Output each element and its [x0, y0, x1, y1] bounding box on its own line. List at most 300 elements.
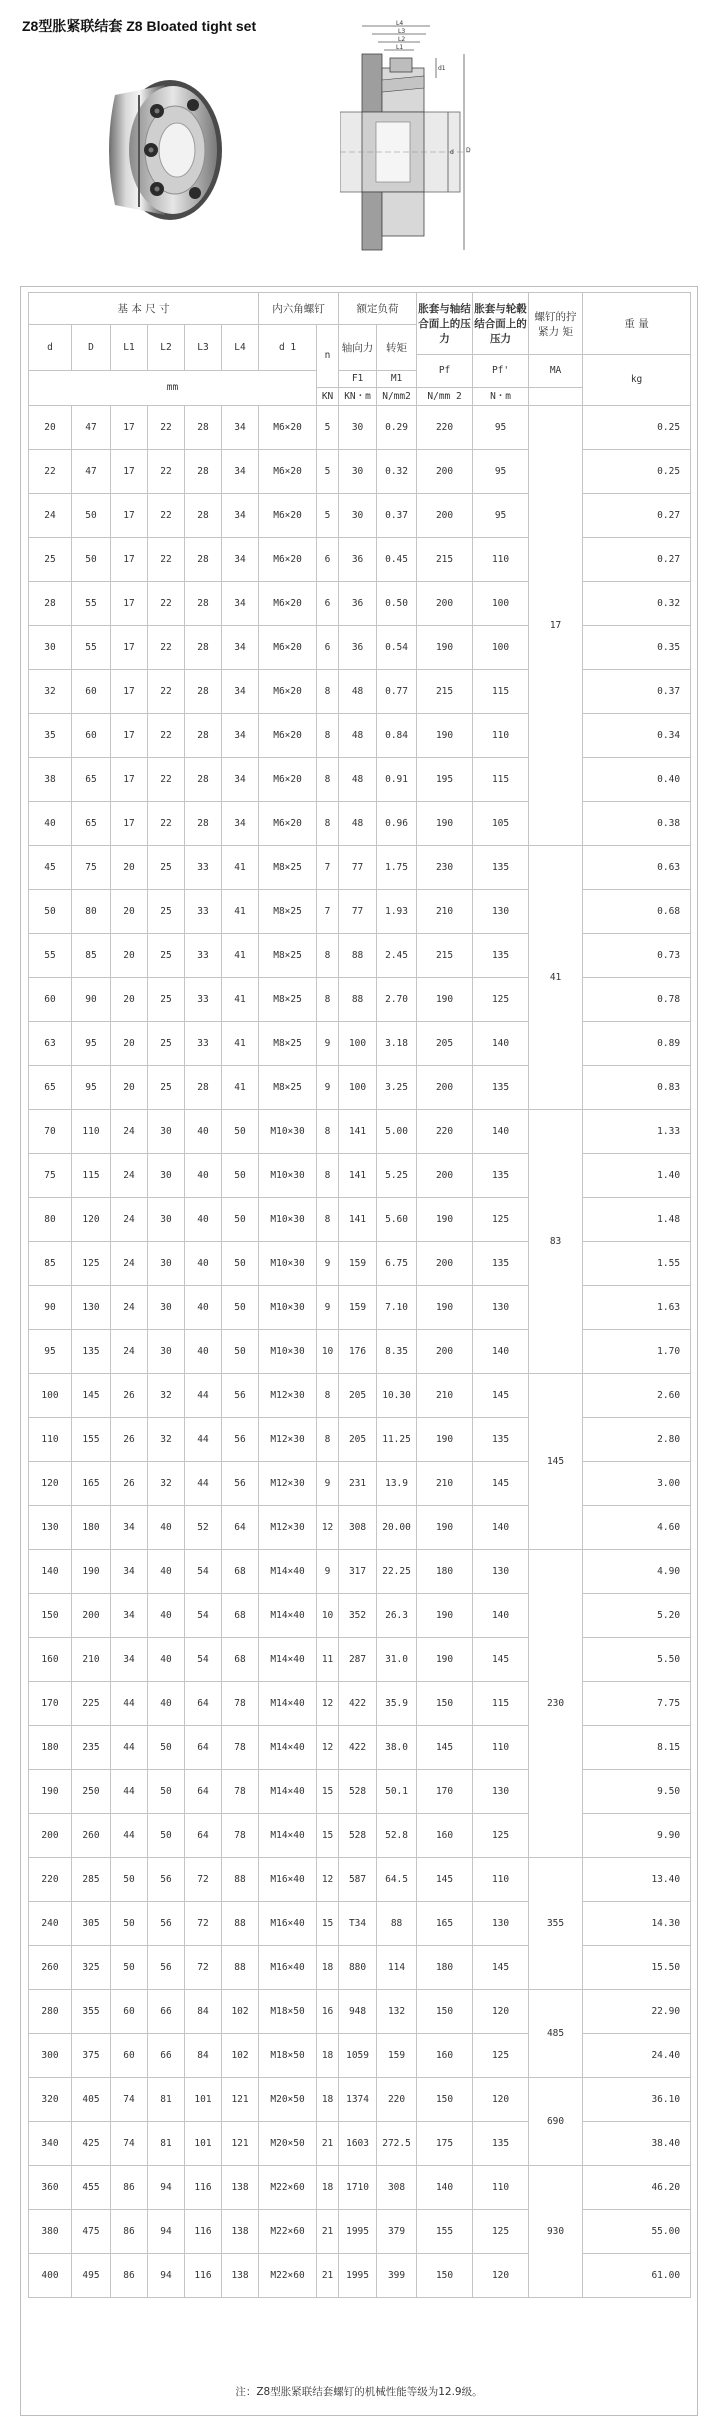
- cell-d: 35: [29, 714, 72, 758]
- cell-l1: 34: [111, 1506, 148, 1550]
- cell-n: 8: [317, 1418, 339, 1462]
- dim-label-L3: L3: [398, 28, 406, 35]
- cell-l1: 24: [111, 1154, 148, 1198]
- cell-n: 5: [317, 494, 339, 538]
- cell-l1: 24: [111, 1330, 148, 1374]
- cell-pf: 190: [417, 1198, 473, 1242]
- cell-pf2: 140: [473, 1110, 529, 1154]
- cell-m1: 0.45: [377, 538, 417, 582]
- spec-table-body: [29, 406, 691, 2298]
- cell-l1: 24: [111, 1286, 148, 1330]
- cell-l4: 56: [222, 1462, 259, 1506]
- cell-d1: M10×30: [259, 1286, 317, 1330]
- cell-l4: 50: [222, 1242, 259, 1286]
- cell-d: 260: [72, 1814, 111, 1858]
- cell-n: 9: [317, 1066, 339, 1110]
- cell-d1: M14×40: [259, 1594, 317, 1638]
- cell-d: 200: [72, 1594, 111, 1638]
- header-L2: L2: [148, 325, 185, 371]
- cell-l1: 17: [111, 714, 148, 758]
- cell-l2: 22: [148, 582, 185, 626]
- cell-f1: 77: [339, 846, 377, 890]
- cell-d: 25: [29, 538, 72, 582]
- header-axial-force: 轴向力: [339, 325, 377, 371]
- cell-pf: 180: [417, 1946, 473, 1990]
- cell-n: 6: [317, 582, 339, 626]
- cell-m1: 2.45: [377, 934, 417, 978]
- cell-d: 45: [29, 846, 72, 890]
- cell-pf: 150: [417, 1990, 473, 2034]
- cell-d: 65: [29, 1066, 72, 1110]
- cell-pf: 205: [417, 1022, 473, 1066]
- cell-l1: 44: [111, 1814, 148, 1858]
- cell-pf2: 115: [473, 670, 529, 714]
- cell-pf: 190: [417, 1286, 473, 1330]
- cell-n: 7: [317, 846, 339, 890]
- cell-n: 6: [317, 626, 339, 670]
- cell-l1: 20: [111, 978, 148, 1022]
- cell-tightening-torque: 230: [529, 1550, 583, 1858]
- cell-l2: 81: [148, 2122, 185, 2166]
- header-MA: MA: [529, 355, 583, 388]
- table-row: [29, 1242, 691, 1286]
- cell-n: 12: [317, 1682, 339, 1726]
- cell-l2: 40: [148, 1682, 185, 1726]
- cell-pf2: 145: [473, 1462, 529, 1506]
- cell-l4: 34: [222, 714, 259, 758]
- cell-l2: 94: [148, 2254, 185, 2298]
- cell-m1: 26.3: [377, 1594, 417, 1638]
- cell-d: 22: [29, 450, 72, 494]
- cell-m1: 88: [377, 1902, 417, 1946]
- table-row: [29, 1682, 691, 1726]
- cell-l2: 30: [148, 1330, 185, 1374]
- cell-l4: 102: [222, 1990, 259, 2034]
- cell-f1: 30: [339, 494, 377, 538]
- cell-d: 220: [29, 1858, 72, 1902]
- dim-label-L2: L2: [398, 36, 406, 43]
- cell-pf: 215: [417, 934, 473, 978]
- cell-n: 21: [317, 2210, 339, 2254]
- cell-m1: 52.8: [377, 1814, 417, 1858]
- header-KN: KN: [317, 388, 339, 406]
- cell-weight: 1.48: [583, 1198, 691, 1242]
- cell-l4: 78: [222, 1770, 259, 1814]
- cell-l4: 68: [222, 1638, 259, 1682]
- cell-m1: 13.9: [377, 1462, 417, 1506]
- cell-n: 15: [317, 1770, 339, 1814]
- cell-d: 240: [29, 1902, 72, 1946]
- cell-l3: 40: [185, 1286, 222, 1330]
- cell-weight: 13.40: [583, 1858, 691, 1902]
- cell-f1: 30: [339, 406, 377, 450]
- table-row: [29, 406, 691, 450]
- cell-l2: 25: [148, 934, 185, 978]
- cell-pf: 215: [417, 670, 473, 714]
- cell-n: 5: [317, 450, 339, 494]
- cell-weight: 24.40: [583, 2034, 691, 2078]
- cell-d: 160: [29, 1638, 72, 1682]
- cell-pf2: 125: [473, 1814, 529, 1858]
- cell-weight: 0.27: [583, 538, 691, 582]
- cell-pf2: 135: [473, 934, 529, 978]
- cell-pf2: 125: [473, 2034, 529, 2078]
- cell-d1: M20×50: [259, 2122, 317, 2166]
- cell-l2: 56: [148, 1902, 185, 1946]
- cell-d: 28: [29, 582, 72, 626]
- cell-pf: 200: [417, 1154, 473, 1198]
- cell-pf2: 140: [473, 1330, 529, 1374]
- page-title: Z8型胀紧联结套 Z8 Bloated tight set: [22, 18, 257, 34]
- cell-d1: M10×30: [259, 1242, 317, 1286]
- cell-m1: 0.32: [377, 450, 417, 494]
- cell-m1: 114: [377, 1946, 417, 1990]
- header-KNm: KN・m: [339, 388, 377, 406]
- cell-d1: M6×20: [259, 802, 317, 846]
- cell-pf2: 140: [473, 1594, 529, 1638]
- table-row: [29, 1814, 691, 1858]
- cell-l4: 121: [222, 2122, 259, 2166]
- cell-f1: 422: [339, 1682, 377, 1726]
- header-L4: L4: [222, 325, 259, 371]
- cell-d: 65: [72, 802, 111, 846]
- cell-weight: 1.55: [583, 1242, 691, 1286]
- cell-m1: 6.75: [377, 1242, 417, 1286]
- cell-l3: 33: [185, 1022, 222, 1066]
- cell-d: 405: [72, 2078, 111, 2122]
- cell-d: 155: [72, 1418, 111, 1462]
- cell-f1: 141: [339, 1110, 377, 1154]
- cell-l3: 54: [185, 1594, 222, 1638]
- cell-f1: 88: [339, 934, 377, 978]
- table-row: [29, 1066, 691, 1110]
- table-row: [29, 1462, 691, 1506]
- cell-l3: 72: [185, 1946, 222, 1990]
- table-row: [29, 2034, 691, 2078]
- header-weight: 重 量: [583, 293, 691, 355]
- cell-l1: 34: [111, 1550, 148, 1594]
- cell-l2: 32: [148, 1374, 185, 1418]
- cell-f1: 880: [339, 1946, 377, 1990]
- cell-l1: 17: [111, 802, 148, 846]
- table-row: [29, 2122, 691, 2166]
- cell-weight: 46.20: [583, 2166, 691, 2210]
- cell-pf: 195: [417, 758, 473, 802]
- cell-weight: 9.50: [583, 1770, 691, 1814]
- cell-n: 11: [317, 1638, 339, 1682]
- cell-d: 110: [72, 1110, 111, 1154]
- cell-l4: 50: [222, 1198, 259, 1242]
- cell-pf: 145: [417, 1726, 473, 1770]
- cell-l3: 28: [185, 538, 222, 582]
- cell-pf2: 95: [473, 494, 529, 538]
- cell-l3: 28: [185, 582, 222, 626]
- cell-d1: M16×40: [259, 1902, 317, 1946]
- cell-m1: 20.00: [377, 1506, 417, 1550]
- cell-weight: 4.60: [583, 1506, 691, 1550]
- cell-d: 475: [72, 2210, 111, 2254]
- cell-l2: 22: [148, 626, 185, 670]
- cell-n: 18: [317, 2078, 339, 2122]
- cell-f1: 159: [339, 1286, 377, 1330]
- cell-l3: 28: [185, 1066, 222, 1110]
- cell-d: 135: [72, 1330, 111, 1374]
- cell-l2: 22: [148, 450, 185, 494]
- cell-d: 170: [29, 1682, 72, 1726]
- table-row: [29, 1858, 691, 1902]
- header-MA-unit: N・m: [473, 388, 529, 406]
- cell-d: 200: [29, 1814, 72, 1858]
- cell-l3: 72: [185, 1902, 222, 1946]
- cell-l1: 34: [111, 1594, 148, 1638]
- header-kg: kg: [583, 355, 691, 406]
- cell-d: 55: [29, 934, 72, 978]
- cell-m1: 132: [377, 1990, 417, 2034]
- cell-tightening-torque: 930: [529, 2166, 583, 2298]
- cell-d: 32: [29, 670, 72, 714]
- cell-l2: 30: [148, 1154, 185, 1198]
- cell-d1: M14×40: [259, 1550, 317, 1594]
- dim-label-d: d: [450, 149, 454, 156]
- cell-l3: 28: [185, 802, 222, 846]
- cell-weight: 1.70: [583, 1330, 691, 1374]
- cell-d1: M8×25: [259, 1066, 317, 1110]
- cell-m1: 272.5: [377, 2122, 417, 2166]
- table-row: [29, 626, 691, 670]
- cell-l1: 50: [111, 1902, 148, 1946]
- table-row: [29, 714, 691, 758]
- cell-d1: M12×30: [259, 1374, 317, 1418]
- cell-pf: 215: [417, 538, 473, 582]
- cell-l1: 34: [111, 1638, 148, 1682]
- cell-l4: 41: [222, 846, 259, 890]
- cell-d1: M6×20: [259, 670, 317, 714]
- cell-tightening-torque: 41: [529, 846, 583, 1110]
- cell-weight: 0.63: [583, 846, 691, 890]
- cell-pf2: 100: [473, 582, 529, 626]
- cell-weight: 0.78: [583, 978, 691, 1022]
- cell-f1: T34: [339, 1902, 377, 1946]
- cell-d1: M6×20: [259, 626, 317, 670]
- cell-d1: M18×50: [259, 1990, 317, 2034]
- cell-pf: 220: [417, 406, 473, 450]
- cell-m1: 3.25: [377, 1066, 417, 1110]
- cell-l3: 33: [185, 978, 222, 1022]
- cell-n: 12: [317, 1506, 339, 1550]
- cell-d: 235: [72, 1726, 111, 1770]
- cell-f1: 36: [339, 538, 377, 582]
- cell-weight: 1.63: [583, 1286, 691, 1330]
- cell-d1: M16×40: [259, 1858, 317, 1902]
- cell-d: 55: [72, 582, 111, 626]
- cell-l1: 20: [111, 846, 148, 890]
- header-Pf: Pf: [417, 355, 473, 388]
- cell-m1: 0.84: [377, 714, 417, 758]
- table-row: [29, 1506, 691, 1550]
- table-row: [29, 978, 691, 1022]
- cell-m1: 0.54: [377, 626, 417, 670]
- cell-l2: 32: [148, 1462, 185, 1506]
- cell-l2: 22: [148, 406, 185, 450]
- cell-d1: M6×20: [259, 758, 317, 802]
- cell-n: 8: [317, 714, 339, 758]
- cell-d1: M22×60: [259, 2166, 317, 2210]
- cell-l1: 24: [111, 1198, 148, 1242]
- cell-d: 95: [29, 1330, 72, 1374]
- cell-l3: 44: [185, 1374, 222, 1418]
- cell-weight: 2.80: [583, 1418, 691, 1462]
- cell-pf2: 140: [473, 1506, 529, 1550]
- cell-d: 180: [29, 1726, 72, 1770]
- cell-d1: M6×20: [259, 582, 317, 626]
- cell-n: 9: [317, 1242, 339, 1286]
- cell-weight: 5.50: [583, 1638, 691, 1682]
- cell-pf2: 125: [473, 1198, 529, 1242]
- cell-m1: 0.50: [377, 582, 417, 626]
- cell-pf2: 130: [473, 1550, 529, 1594]
- cell-pf2: 135: [473, 1242, 529, 1286]
- cell-pf: 155: [417, 2210, 473, 2254]
- cell-l2: 25: [148, 1022, 185, 1066]
- cell-l3: 40: [185, 1110, 222, 1154]
- cell-l3: 64: [185, 1682, 222, 1726]
- cell-m1: 7.10: [377, 1286, 417, 1330]
- cell-pf: 210: [417, 1462, 473, 1506]
- table-row: [29, 758, 691, 802]
- cell-pf: 230: [417, 846, 473, 890]
- cell-d: 63: [29, 1022, 72, 1066]
- cell-d: 38: [29, 758, 72, 802]
- cell-weight: 38.40: [583, 2122, 691, 2166]
- cell-f1: 1995: [339, 2210, 377, 2254]
- cell-l4: 102: [222, 2034, 259, 2078]
- cell-pf: 190: [417, 802, 473, 846]
- cell-weight: 22.90: [583, 1990, 691, 2034]
- cell-d1: M6×20: [259, 714, 317, 758]
- cell-d1: M8×25: [259, 934, 317, 978]
- table-row: [29, 1154, 691, 1198]
- cell-d: 47: [72, 406, 111, 450]
- cell-f1: 317: [339, 1550, 377, 1594]
- cell-tightening-torque: 17: [529, 406, 583, 846]
- cell-d: 55: [72, 626, 111, 670]
- cell-d: 60: [29, 978, 72, 1022]
- cell-weight: 0.32: [583, 582, 691, 626]
- cell-weight: 8.15: [583, 1726, 691, 1770]
- cell-d: 90: [72, 978, 111, 1022]
- cell-pf2: 105: [473, 802, 529, 846]
- cell-d: 190: [29, 1770, 72, 1814]
- cell-d: 60: [72, 670, 111, 714]
- cell-l4: 34: [222, 670, 259, 714]
- product-photo: [95, 75, 225, 225]
- cell-d: 285: [72, 1858, 111, 1902]
- cell-d1: M12×30: [259, 1506, 317, 1550]
- cell-l1: 17: [111, 582, 148, 626]
- cell-m1: 50.1: [377, 1770, 417, 1814]
- cell-l1: 44: [111, 1682, 148, 1726]
- cell-pf2: 130: [473, 890, 529, 934]
- cell-m1: 1.75: [377, 846, 417, 890]
- table-row: [29, 1022, 691, 1066]
- cell-weight: 0.35: [583, 626, 691, 670]
- table-row: [29, 2254, 691, 2298]
- table-row: [29, 1594, 691, 1638]
- cell-weight: 14.30: [583, 1902, 691, 1946]
- cell-f1: 948: [339, 1990, 377, 2034]
- cell-m1: 399: [377, 2254, 417, 2298]
- cell-pf: 180: [417, 1550, 473, 1594]
- table-row: [29, 2166, 691, 2210]
- cell-d1: M12×30: [259, 1418, 317, 1462]
- cell-pf2: 110: [473, 1858, 529, 1902]
- cell-l2: 40: [148, 1550, 185, 1594]
- cell-d: 180: [72, 1506, 111, 1550]
- table-row: [29, 494, 691, 538]
- cell-l1: 74: [111, 2122, 148, 2166]
- cell-f1: 100: [339, 1066, 377, 1110]
- cell-l4: 34: [222, 758, 259, 802]
- cell-l4: 34: [222, 494, 259, 538]
- cell-d1: M10×30: [259, 1154, 317, 1198]
- cell-l2: 56: [148, 1858, 185, 1902]
- cell-l1: 26: [111, 1462, 148, 1506]
- cell-l4: 68: [222, 1550, 259, 1594]
- header-L1: L1: [111, 325, 148, 371]
- cell-m1: 0.96: [377, 802, 417, 846]
- cell-pf2: 145: [473, 1638, 529, 1682]
- cell-pf: 190: [417, 1638, 473, 1682]
- cell-d: 300: [29, 2034, 72, 2078]
- cell-weight: 0.25: [583, 406, 691, 450]
- cell-m1: 5.25: [377, 1154, 417, 1198]
- cell-pf: 150: [417, 2254, 473, 2298]
- cell-pf: 210: [417, 1374, 473, 1418]
- header-L3: L3: [185, 325, 222, 371]
- cell-d: 120: [29, 1462, 72, 1506]
- cell-pf: 220: [417, 1110, 473, 1154]
- cell-n: 18: [317, 1946, 339, 1990]
- cell-pf2: 145: [473, 1946, 529, 1990]
- cell-d: 80: [72, 890, 111, 934]
- cell-d1: M22×60: [259, 2254, 317, 2298]
- cell-pf2: 135: [473, 1418, 529, 1462]
- cell-pf: 160: [417, 2034, 473, 2078]
- cell-l3: 44: [185, 1462, 222, 1506]
- table-row: [29, 1198, 691, 1242]
- cell-d: 50: [72, 538, 111, 582]
- cell-l4: 78: [222, 1726, 259, 1770]
- cell-weight: 0.40: [583, 758, 691, 802]
- cell-weight: 0.89: [583, 1022, 691, 1066]
- cell-l1: 20: [111, 1022, 148, 1066]
- cell-f1: 88: [339, 978, 377, 1022]
- table-row: [29, 802, 691, 846]
- dim-label-L1: L1: [396, 44, 404, 51]
- cell-l4: 41: [222, 1066, 259, 1110]
- cell-l1: 44: [111, 1726, 148, 1770]
- cell-pf: 200: [417, 1066, 473, 1110]
- cell-l1: 60: [111, 2034, 148, 2078]
- cell-d: 130: [72, 1286, 111, 1330]
- cell-l3: 28: [185, 714, 222, 758]
- cell-d: 40: [29, 802, 72, 846]
- table-row: [29, 934, 691, 978]
- cell-f1: 528: [339, 1770, 377, 1814]
- cell-d: 95: [72, 1022, 111, 1066]
- cell-l4: 68: [222, 1594, 259, 1638]
- table-row: [29, 1110, 691, 1154]
